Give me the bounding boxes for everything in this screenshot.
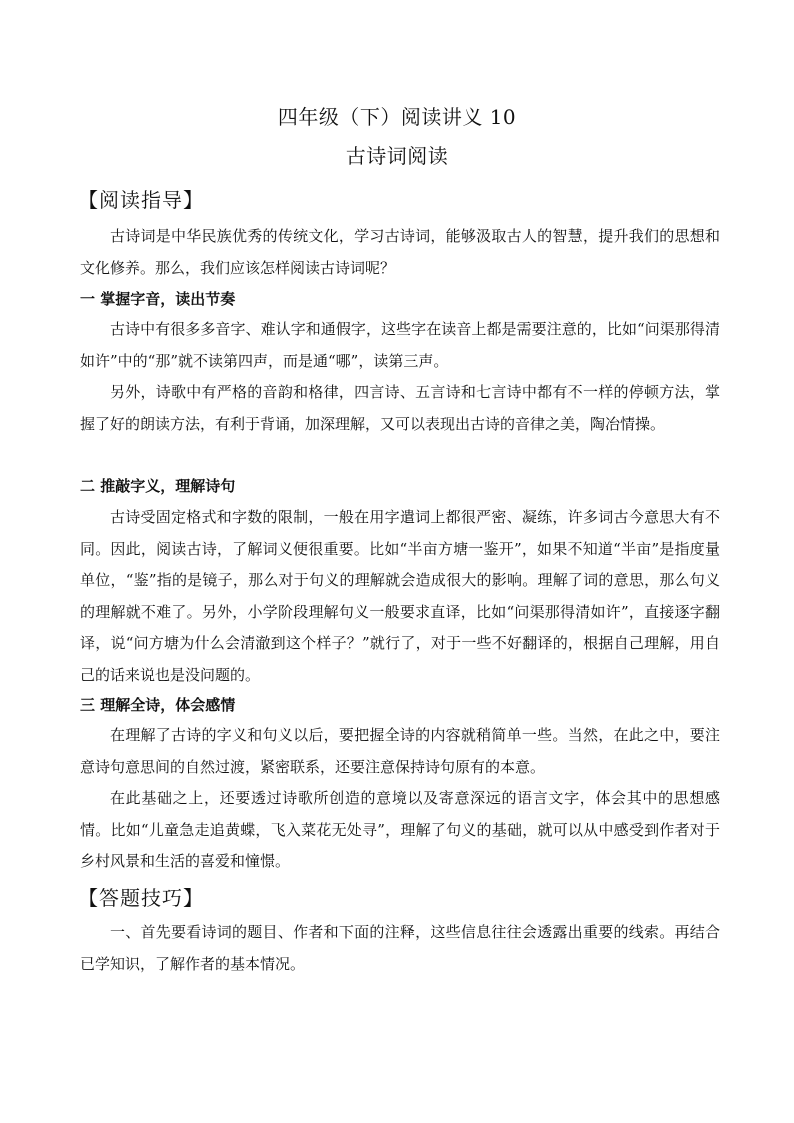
point-2-paragraph-1: 古诗受固定格式和字数的限制，一般在用字遣词上都很严密、凝练，许多词古今意思大有不同。因此，阅读古诗，了解词义便很重要。比如“半亩方塘一鉴开”，如果不知道“半亩”是指度量单位，“鉴”指的是镜子，那么对于句义的理解就会造成很大的影响。理解了词的意思，那么句义的理解就不难了。另外，小学阶段理解句义一般要求直译，比如“问渠那得清如许”，直接逐字翻译，说“问方塘为什么会清澈到这个样子？”就行了，对于一些不好翻译的，根据自己理解，用自己的话来说也是没问题的。 bbox=[80, 508, 720, 684]
page-subtitle: 古诗词阅读 bbox=[345, 144, 449, 168]
point-1-heading: 一 掌握字音，读出节奏 bbox=[80, 290, 236, 308]
tips-paragraph-1: 一、首先要看诗词的题目、作者和下面的注释，这些信息往往会透露出重要的线索。再结合已学知识，了解作者的基本情况。 bbox=[80, 923, 720, 973]
section-heading-tips: 【答题技巧】 bbox=[78, 886, 204, 910]
point-2-heading: 二 推敲字义，理解诗句 bbox=[80, 477, 236, 495]
point-3-heading: 三 理解全诗，体会感情 bbox=[80, 696, 236, 714]
section-heading-guide: 【阅读指导】 bbox=[78, 188, 204, 212]
point-3-paragraph-2: 在此基础之上，还要透过诗歌所创造的意境以及寄意深远的语言文字，体会其中的思想感情。比如“儿童急走追黄蝶，飞入菜花无处寻”，理解了句义的基础，就可以从中感受到作者对于乡村风景和生活的喜爱和憧憬。 bbox=[80, 789, 720, 870]
intro-paragraph: 古诗词是中华民族优秀的传统文化，学习古诗词，能够汲取古人的智慧，提升我们的思想和文化修养。那么，我们应该怎样阅读古诗词呢？ bbox=[80, 227, 720, 277]
point-1-paragraph-2: 另外，诗歌中有严格的音韵和格律，四言诗、五言诗和七言诗中都有不一样的停顿方法，掌握了好的朗读方法，有利于背诵，加深理解，又可以表现出古诗的音律之美，陶冶情操。 bbox=[80, 383, 720, 433]
point-1-paragraph-1: 古诗中有很多多音字、难认字和通假字，这些字在读音上都是需要注意的，比如“问渠那得清如许”中的“那”就不读第四声，而是通“哪”，读第三声。 bbox=[80, 320, 720, 370]
page-title: 四年级（下）阅读讲义 10 bbox=[277, 105, 517, 129]
point-3-paragraph-1: 在理解了古诗的字义和句义以后，要把握全诗的内容就稍简单一些。当然，在此之中，要注意诗句意思间的自然过渡，紧密联系，还要注意保持诗句原有的本意。 bbox=[80, 726, 720, 776]
